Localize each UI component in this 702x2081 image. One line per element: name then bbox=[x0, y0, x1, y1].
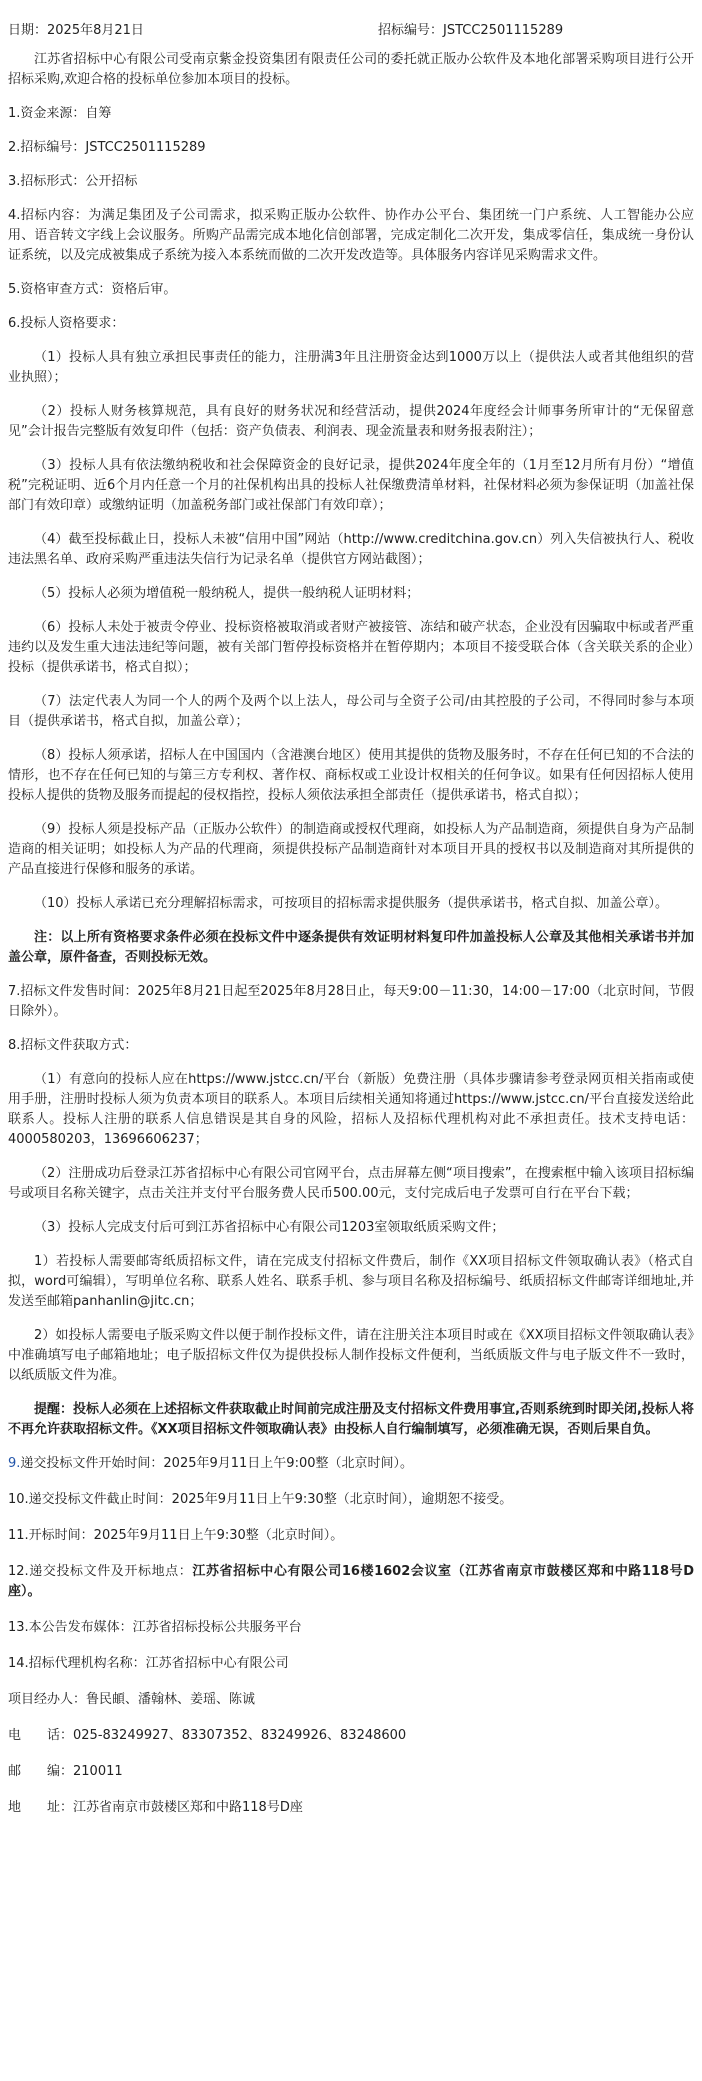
contact-zip bbox=[8, 1762, 694, 1782]
requirement-9: （9）投标人须是投标产品（正版办公软件）的制造商或授权代理商，如投标人为产品制造商，须提供自身为产品制造商的相关证明；如投标人为产品的代理商，须提供投标产品制造商针对本项目开具的授权书以及制造商对其所提供的产品直接进行保修和服务的承诺。 bbox=[8, 822, 694, 877]
requirement-10: （10）投标人承诺已充分理解招标需求，可按项目的招标需求提供服务（提供承诺书，格式自拟、加盖公章）。 bbox=[34, 896, 669, 911]
item-submit-deadline: 10.递交投标文件截止时间：2025年9月11日上午9:30整（北京时间），逾期恕不接受。 bbox=[8, 1492, 513, 1507]
item-location bbox=[8, 1562, 694, 1602]
acquire-sub-2: 2）如投标人需要电子版采购文件以便于制作投标文件，请在注册关注本项目时或在《XX项目招标文件领取确认表》中准确填写电子邮箱地址；电子版招标文件仅为提供投标人制作投标文件便利，当纸质版文件与电子版文件不一致时，以纸质版文件为准。 bbox=[8, 1328, 694, 1383]
phone-label: 电 话： bbox=[8, 1728, 74, 1743]
reminder-paragraph: 提醒：投标人必须在上述招标文件获取截止时间前完成注册及支付招标文件费用事宜,否则系统到时即关闭,投标人将不再允许获取招标文件。《XX项目招标文件领取确认表》由投标人自行编制填写，必须准确无误，否则后果自负。 bbox=[8, 1402, 694, 1437]
project-managers: 项目经办人：鲁民頔、潘翰林、姜瑶、陈诚 bbox=[8, 1692, 256, 1707]
acquire-step-1: （1）有意向的投标人应在https://www.jstcc.cn/平台（新版）免费注册（具体步骤请参考登录网页相关指南或使用手册，注册时投标人须为负责本项目的联系人。本项目后续相关通知将通过https://www.jstcc.cn/平台直接发送给此联系人。投标人注册的联系人信息错误是其自身的风险，招标人及招标代理机构对此不承担责任。技术支持电话：4000580203，13696606237； bbox=[8, 1072, 694, 1147]
item-agency: 14.招标代理机构名称：江苏省招标中心有限公司 bbox=[8, 1656, 289, 1671]
requirement-7: （7）法定代表人为同一个人的两个及两个以上法人，母公司与全资子公司/由其控股的子公司，不得同时参与本项目（提供承诺书，格式自拟，加盖公章）； bbox=[8, 694, 694, 729]
acquire-step-3: （3）投标人完成支付后可到江苏省招标中心有限公司1203室领取纸质采购文件； bbox=[34, 1220, 505, 1235]
address-value: 江苏省南京市鼓楼区郑和中路118号D座 bbox=[73, 1800, 303, 1815]
location-prefix: 12.递交投标文件及开标地点： bbox=[8, 1564, 193, 1579]
address-label: 地 址： bbox=[8, 1800, 74, 1815]
item-bid-form: 3.招标形式：公开招标 bbox=[8, 174, 138, 189]
item-9-number: 9. bbox=[8, 1456, 21, 1471]
acquire-sub-1: 1）若投标人需要邮寄纸质招标文件，请在完成支付招标文件费后，制作《XX项目招标文件领取确认表》（格式自拟，word可编辑），写明单位名称、联系人姓名、联系手机、参与项目名称及招标编号、纸质招标文件邮寄详细地址,并发送至邮箱panhanlin@jitc.cn； bbox=[8, 1254, 694, 1309]
item-funding: 1.资金来源：自筹 bbox=[8, 106, 112, 121]
item-opening-time: 11.开标时间：2025年9月11日上午9:30整（北京时间）。 bbox=[8, 1528, 344, 1543]
requirement-3: （3）投标人具有依法缴纳税收和社会保障资金的良好记录，提供2024年度全年的（1月至12月所有月份）“增值税”完税证明、近6个月内任意一个月的社保机构出具的投标人社保缴费清单材料，社保材料必须为参保证明（加盖社保部门有效印章）或缴纳证明（加盖税务部门或社保部门有效印章）； bbox=[8, 458, 694, 513]
item-media: 13.本公告发布媒体：江苏省招标投标公共服务平台 bbox=[8, 1620, 302, 1635]
acquire-step-2: （2）注册成功后登录江苏省招标中心有限公司官网平台，点击屏幕左侧“项目搜索”，在搜索框中输入该项目招标编号或项目名称关键字，点击关注并支付平台服务费人民币500.00元，支付完成后电子发票可自行在平台下载； bbox=[8, 1166, 694, 1201]
intro-paragraph: 江苏省招标中心有限公司受南京紫金投资集团有限责任公司的委托就正版办公软件及本地化部署采购项目进行公开招标采购,欢迎合格的投标单位参加本项目的投标。 bbox=[8, 52, 694, 87]
requirement-6: （6）投标人未处于被责令停业、投标资格被取消或者财产被接管、冻结和破产状态，企业没有因骗取中标或者严重违约以及发生重大违法违纪等问题，被有关部门暂停投标资格并在暂停期内；本项目不接受联合体（含关联关系的企业）投标（提供承诺书，格式自拟）； bbox=[8, 620, 694, 675]
bid-number: 招标编号：JSTCC2501115289 bbox=[378, 22, 564, 38]
item-qualification-method: 5.资格审查方式：资格后审。 bbox=[8, 282, 177, 297]
item-9-text: 递交投标文件开始时间：2025年9月11日上午9:00整（北京时间）。 bbox=[20, 1456, 413, 1471]
item-bid-content: 4.招标内容：为满足集团及子公司需求，拟采购正版办公软件、协作办公平台、集团统一门户系统、人工智能办公应用、语音转文字线上会议服务。所购产品需完成本地化信创部署，完成定制化二次开发，集成零信任，集成统一身份认证系统，以及完成被集成子系统为接入本系统而做的二次开发改造等。具体服务内容详见采购需求文件。 bbox=[8, 208, 694, 263]
document-header bbox=[8, 16, 694, 40]
requirement-5: （5）投标人必须为增值税一般纳税人，提供一般纳税人证明材料； bbox=[34, 586, 420, 601]
phone-value: 025-83249927、83307352、83249926、83248600 bbox=[73, 1728, 407, 1743]
requirement-2: （2）投标人财务核算规范，具有良好的财务状况和经营活动，提供2024年度经会计师事务所审计的“无保留意见”会计报告完整版有效复印件（包括：资产负债表、利润表、现金流量表和财务报表附注）； bbox=[8, 404, 694, 439]
publish-date: 日期：2025年8月21日 bbox=[8, 22, 144, 38]
item-bid-number: 2.招标编号：JSTCC2501115289 bbox=[8, 140, 206, 155]
item-submit-start bbox=[8, 1454, 694, 1474]
requirement-8: （8）投标人须承诺，招标人在中国国内（含港澳台地区）使用其提供的货物及服务时，不存在任何已知的不合法的情形，也不存在任何已知的与第三方专利权、著作权、商标权或工业设计权相关的任何争议。如果有任何因招标人使用投标人提供的货物及服务而提起的侵权指控，投标人须依法承担全部责任（提供承诺书，格式自拟）； bbox=[8, 748, 694, 803]
item-qualification-title: 6.投标人资格要求： bbox=[8, 316, 125, 331]
item-sale-time: 7.招标文件发售时间：2025年8月21日起至2025年8月28日止，每天9:00－11:30，14:00－17:00（北京时间，节假日除外）。 bbox=[8, 984, 694, 1019]
zip-label: 邮 编： bbox=[8, 1764, 74, 1779]
qualification-note: 注：以上所有资格要求条件必须在投标文件中逐条提供有效证明材料复印件加盖投标人公章及其他相关承诺书并加盖公章，原件备查，否则投标无效。 bbox=[8, 930, 694, 965]
contact-address bbox=[8, 1798, 694, 1818]
requirement-4: （4）截至投标截止日，投标人未被“信用中国”网站（http://www.creditchina.gov.cn）列入失信被执行人、税收违法黑名单、政府采购严重违法失信行为记录名单（提供官方网站截图）； bbox=[8, 532, 694, 567]
contact-phone bbox=[8, 1726, 694, 1746]
item-acquire-title: 8.招标文件获取方式： bbox=[8, 1038, 138, 1053]
location-address: 江苏省招标中心有限公司16楼1602会议室（江苏省南京市鼓楼区郑和中路118号D座）。 bbox=[8, 1564, 694, 1599]
requirement-1: （1）投标人具有独立承担民事责任的能力，注册满3年且注册资金达到1000万以上（提供法人或者其他组织的营业执照）； bbox=[8, 350, 694, 385]
zip-value: 210011 bbox=[73, 1764, 123, 1779]
